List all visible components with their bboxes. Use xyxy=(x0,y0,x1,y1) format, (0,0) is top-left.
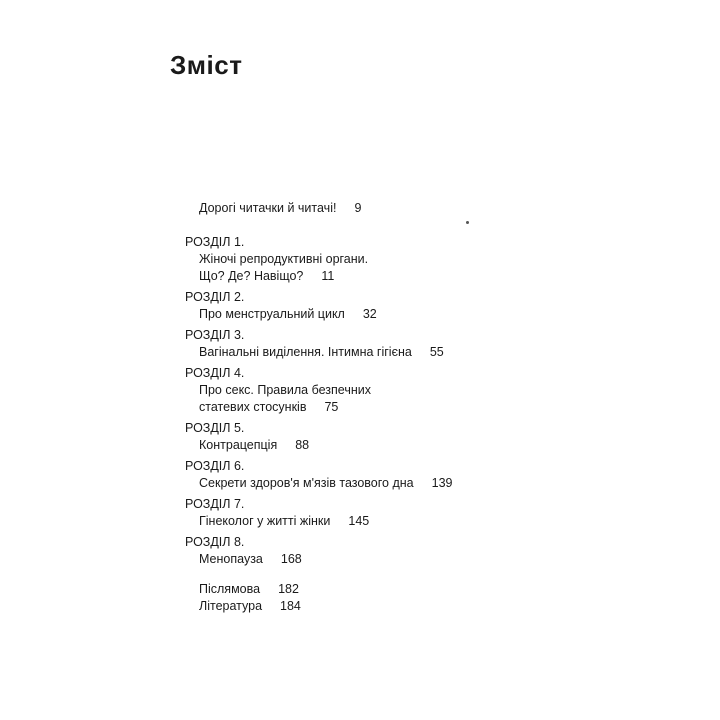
chapter-label: РОЗДІЛ 7. xyxy=(185,497,245,511)
chapter-label: РОЗДІЛ 2. xyxy=(185,290,245,304)
chapter-page: 55 xyxy=(429,345,444,359)
chapter-page: 88 xyxy=(295,438,310,452)
toc-references-page: 184 xyxy=(280,599,301,613)
chapter-title-text: Вагінальні виділення. Інтимна гігієна xyxy=(199,345,412,359)
chapter-title-text: Менопауза xyxy=(199,552,263,566)
chapter-title-line: Жіночі репродуктивні органи. xyxy=(199,252,369,266)
toc-chapter-3 xyxy=(185,327,545,361)
toc-chapter-1 xyxy=(185,234,545,285)
toc-intro-page: 9 xyxy=(354,201,362,215)
chapter-page: 75 xyxy=(324,400,339,414)
chapter-page: 32 xyxy=(362,307,377,321)
chapter-title-text: Секрети здоров'я м'язів тазового дна xyxy=(199,476,414,490)
table-of-contents xyxy=(185,200,545,615)
chapter-title-line xyxy=(185,475,545,492)
toc-afterword-text: Післямова xyxy=(199,582,261,596)
chapter-title-line xyxy=(185,551,545,568)
toc-intro xyxy=(185,200,545,217)
chapter-title-text: Про менструальний цикл xyxy=(199,307,345,321)
toc-chapter-8 xyxy=(185,534,545,568)
toc-chapter-6 xyxy=(185,458,545,492)
chapter-label: РОЗДІЛ 5. xyxy=(185,421,245,435)
toc-intro-text: Дорогі читачки й читачі! xyxy=(199,201,337,215)
chapter-page: 139 xyxy=(431,476,453,490)
toc-afterword xyxy=(185,581,545,598)
chapter-title-text: Що? Де? Навіщо? xyxy=(199,269,304,283)
toc-references xyxy=(185,598,545,615)
chapter-label: РОЗДІЛ 3. xyxy=(185,328,245,342)
chapter-label: РОЗДІЛ 6. xyxy=(185,459,245,473)
chapter-title-text: Гінеколог у житті жінки xyxy=(199,514,331,528)
toc-references-text: Література xyxy=(199,599,263,613)
chapter-title-line xyxy=(185,344,545,361)
chapter-title-line xyxy=(185,437,545,454)
chapter-title-line: Про секс. Правила безпечних xyxy=(199,383,371,397)
chapter-title-text: статевих стосунків xyxy=(199,400,307,414)
chapter-title-line xyxy=(185,513,545,530)
toc-afterword-page: 182 xyxy=(278,582,299,596)
chapter-page: 145 xyxy=(348,514,370,528)
chapter-title-line xyxy=(185,306,545,323)
toc-chapter-7 xyxy=(185,496,545,530)
decorative-dot xyxy=(466,221,469,224)
toc-chapter-2 xyxy=(185,289,545,323)
chapter-title-line-2 xyxy=(185,268,545,285)
chapter-title-line-2 xyxy=(185,399,545,416)
chapter-label: РОЗДІЛ 1. xyxy=(185,235,245,249)
chapter-label: РОЗДІЛ 8. xyxy=(185,535,245,549)
toc-chapter-5 xyxy=(185,420,545,454)
page-title: Зміст xyxy=(170,50,243,80)
toc-chapter-4 xyxy=(185,365,545,416)
chapter-label: РОЗДІЛ 4. xyxy=(185,366,245,380)
chapter-page: 11 xyxy=(321,269,335,283)
chapter-page: 168 xyxy=(280,552,302,566)
chapter-title-text: Контрацепція xyxy=(199,438,278,452)
